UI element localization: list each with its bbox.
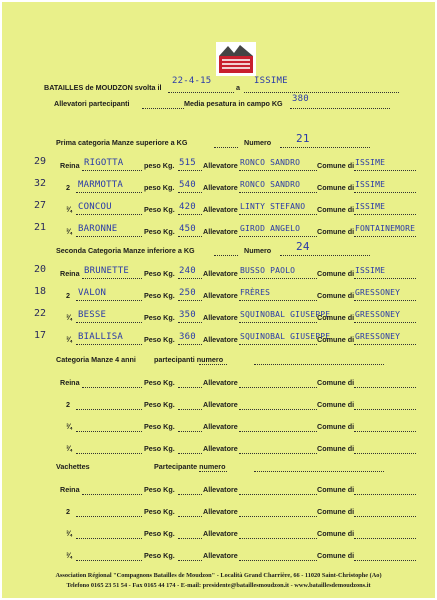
- event-date[interactable]: 22-4-15: [172, 76, 212, 86]
- entry-peso[interactable]: 450: [179, 224, 196, 234]
- entry-cow-name[interactable]: RIGOTTA: [84, 158, 124, 168]
- entry-peso[interactable]: 240: [179, 266, 196, 276]
- comune-label: Comune di: [317, 485, 355, 494]
- allevatore-label: Allevatore: [203, 400, 238, 409]
- header-date-row: [44, 76, 419, 94]
- entry-comune[interactable]: FONTAINEMORE: [355, 224, 416, 233]
- entry-row: [44, 482, 419, 496]
- numero-label: Numero: [244, 138, 272, 147]
- peso-label: Peso Kg.: [144, 291, 175, 300]
- allevatori-label: Allevatori partecipanti: [54, 99, 130, 108]
- allevatore-label: Allevatore: [203, 205, 238, 214]
- entry-row: [44, 441, 419, 455]
- entry-role: 2: [66, 183, 70, 192]
- allevatore-label: Allevatore: [203, 507, 238, 516]
- entry-role: ¾: [66, 529, 72, 538]
- allevatore-label: Allevatore: [203, 444, 238, 453]
- allevatore-label: Allevatore: [203, 291, 238, 300]
- entry-comune[interactable]: ISSIME: [355, 180, 386, 189]
- entry-role: Reina: [60, 378, 80, 387]
- peso-label: Peso Kg.: [144, 422, 175, 431]
- numero-value[interactable]: 24: [296, 240, 310, 253]
- entry-number[interactable]: 18: [34, 286, 47, 297]
- entry-role: ¾: [66, 313, 72, 322]
- comune-label: Comune di: [317, 400, 355, 409]
- media-value[interactable]: 380: [292, 94, 309, 104]
- association-logo: [216, 42, 256, 76]
- entry-number[interactable]: 17: [34, 330, 47, 341]
- peso-label: Peso Kg.: [144, 551, 175, 560]
- numero-label: Numero: [244, 246, 272, 255]
- entry-row: [34, 308, 419, 324]
- comune-label: Comune di: [317, 291, 355, 300]
- entry-role: Reina: [60, 485, 80, 494]
- peso-label: Peso Kg.: [144, 444, 175, 453]
- peso-label: Peso Kg.: [144, 205, 175, 214]
- entry-allevatore[interactable]: FRÈRES: [240, 288, 271, 297]
- entry-row: [34, 330, 419, 346]
- comune-label: Comune di: [317, 551, 355, 560]
- entry-cow-name[interactable]: VALON: [78, 288, 107, 298]
- entry-allevatore[interactable]: RONCO SANDRO: [240, 180, 301, 189]
- entry-allevatore[interactable]: RONCO SANDRO: [240, 158, 301, 167]
- entry-row: [44, 526, 419, 540]
- entry-number[interactable]: 21: [34, 222, 47, 233]
- entry-role: ¾: [66, 205, 72, 214]
- entry-allevatore[interactable]: SQUINOBAL GIUSEPPE: [240, 332, 331, 341]
- peso-label: Peso Kg.: [144, 313, 175, 322]
- comune-label: Comune di: [317, 269, 355, 278]
- entry-peso[interactable]: 515: [179, 158, 196, 168]
- entry-row: [44, 397, 419, 411]
- entry-role: 2: [66, 291, 70, 300]
- entry-role: Reina: [60, 161, 80, 170]
- entry-role: ¾: [66, 444, 72, 453]
- peso-label: Peso Kg.: [144, 227, 175, 236]
- entry-cow-name[interactable]: BESSE: [78, 310, 107, 320]
- entry-number[interactable]: 20: [34, 264, 47, 275]
- entry-row: [34, 200, 419, 216]
- entry-role: ¾: [66, 551, 72, 560]
- allevatore-label: Allevatore: [203, 422, 238, 431]
- event-a-label: a: [236, 83, 240, 92]
- entry-comune[interactable]: ISSIME: [355, 158, 386, 167]
- comune-label: Comune di: [317, 507, 355, 516]
- allevatore-label: Allevatore: [203, 161, 238, 170]
- comune-label: Comune di: [317, 205, 355, 214]
- section-heading-row: [44, 240, 419, 257]
- entry-role: ¾: [66, 422, 72, 431]
- allevatore-label: Allevatore: [203, 335, 238, 344]
- entry-comune[interactable]: ISSIME: [355, 202, 386, 211]
- allevatore-label: Allevatore: [203, 378, 238, 387]
- entry-comune[interactable]: GRESSONEY: [355, 332, 401, 341]
- section-heading: Seconda Categoria Manze inferiore a KG: [56, 246, 195, 255]
- section-heading: Categoria Manze 4 anni: [56, 355, 136, 364]
- comune-label: Comune di: [317, 183, 355, 192]
- allevatore-label: Allevatore: [203, 183, 238, 192]
- numero-value[interactable]: 21: [296, 132, 310, 145]
- entry-role: 2: [66, 400, 70, 409]
- entry-row: [34, 156, 419, 172]
- entry-number[interactable]: 32: [34, 178, 47, 189]
- numero-label: partecipanti numero: [154, 355, 224, 364]
- entry-allevatore[interactable]: GIROD ANGELO: [240, 224, 301, 233]
- comune-label: Comune di: [317, 335, 355, 344]
- allevatore-label: Allevatore: [203, 485, 238, 494]
- allevatore-label: Allevatore: [203, 269, 238, 278]
- peso-label: Peso Kg.: [144, 335, 175, 344]
- media-label: Media pesatura in campo KG: [184, 99, 283, 108]
- entry-cow-name[interactable]: BIALLISA: [78, 332, 123, 342]
- section-heading-row: [44, 352, 419, 366]
- footer-address: Association Régional "Compagnons Batailles de Moudzon" - Località Grand Charrière, 66 - 11020 Saint-Christophe (Ao): [55, 572, 382, 579]
- entry-peso[interactable]: 420: [179, 202, 196, 212]
- entry-peso[interactable]: 540: [179, 180, 196, 190]
- allevatore-label: Allevatore: [203, 529, 238, 538]
- entry-row: [34, 286, 419, 302]
- entry-allevatore[interactable]: LINTY STEFANO: [240, 202, 306, 211]
- entry-peso[interactable]: 360: [179, 332, 196, 342]
- comune-label: Comune di: [317, 161, 355, 170]
- entry-row: [34, 178, 419, 194]
- entry-peso[interactable]: 350: [179, 310, 196, 320]
- entry-peso[interactable]: 250: [179, 288, 196, 298]
- comune-label: Comune di: [317, 378, 355, 387]
- entry-allevatore[interactable]: SQUINOBAL GIUSEPPE: [240, 310, 331, 319]
- comune-label: Comune di: [317, 313, 355, 322]
- entry-number[interactable]: 27: [34, 200, 47, 211]
- entry-row: [44, 548, 419, 562]
- allevatore-label: Allevatore: [203, 551, 238, 560]
- entry-comune[interactable]: GRESSONEY: [355, 310, 401, 319]
- section-heading-row: [44, 459, 419, 473]
- entry-cow-name[interactable]: CONCOU: [78, 202, 112, 212]
- entry-role: Reina: [60, 269, 80, 278]
- peso-label: Peso Kg.: [144, 400, 175, 409]
- peso-label: Peso Kg.: [144, 269, 175, 278]
- peso-label: peso Kg.: [144, 161, 175, 170]
- entry-cow-name[interactable]: MARMOTTA: [78, 180, 123, 190]
- numero-label: Partecipante numero: [154, 462, 226, 471]
- entry-row: [34, 222, 419, 238]
- footer-contacts: Telefono 0165 23 51 54 - Fax 0165 44 174 - E-mail: presidente@bataillesmoudzon.it - www.bataillesdemoudzons.it: [66, 582, 371, 589]
- entry-role: ¾: [66, 335, 72, 344]
- entry-allevatore[interactable]: BUSSO PAOLO: [240, 266, 296, 275]
- section-heading-row: [44, 132, 419, 149]
- peso-label: peso Kg.: [144, 183, 175, 192]
- section-heading: Prima categoria Manze superiore a KG: [56, 138, 188, 147]
- event-place[interactable]: ISSIME: [254, 76, 288, 86]
- entry-comune[interactable]: GRESSONEY: [355, 288, 401, 297]
- entry-row: [44, 375, 419, 389]
- comune-label: Comune di: [317, 529, 355, 538]
- entry-cow-name[interactable]: BARONNE: [78, 224, 118, 234]
- peso-label: Peso Kg.: [144, 529, 175, 538]
- allevatore-label: Allevatore: [203, 227, 238, 236]
- header-allevatori-row: [44, 96, 419, 110]
- entry-comune[interactable]: ISSIME: [355, 266, 386, 275]
- entry-cow-name[interactable]: BRUNETTE: [84, 266, 129, 276]
- comune-label: Comune di: [317, 444, 355, 453]
- entry-role: ¾: [66, 227, 72, 236]
- peso-label: Peso Kg.: [144, 485, 175, 494]
- comune-label: Comune di: [317, 227, 355, 236]
- entry-row: [34, 264, 419, 280]
- peso-label: Peso Kg.: [144, 378, 175, 387]
- entry-number[interactable]: 29: [34, 156, 47, 167]
- entry-row: [44, 419, 419, 433]
- event-title-label: BATAILLES de MOUDZON svolta il: [44, 83, 162, 92]
- entry-role: 2: [66, 507, 70, 516]
- entry-number[interactable]: 22: [34, 308, 47, 319]
- allevatore-label: Allevatore: [203, 313, 238, 322]
- entry-row: [44, 504, 419, 518]
- comune-label: Comune di: [317, 422, 355, 431]
- section-heading: Vachettes: [56, 462, 90, 471]
- peso-label: Peso Kg.: [144, 507, 175, 516]
